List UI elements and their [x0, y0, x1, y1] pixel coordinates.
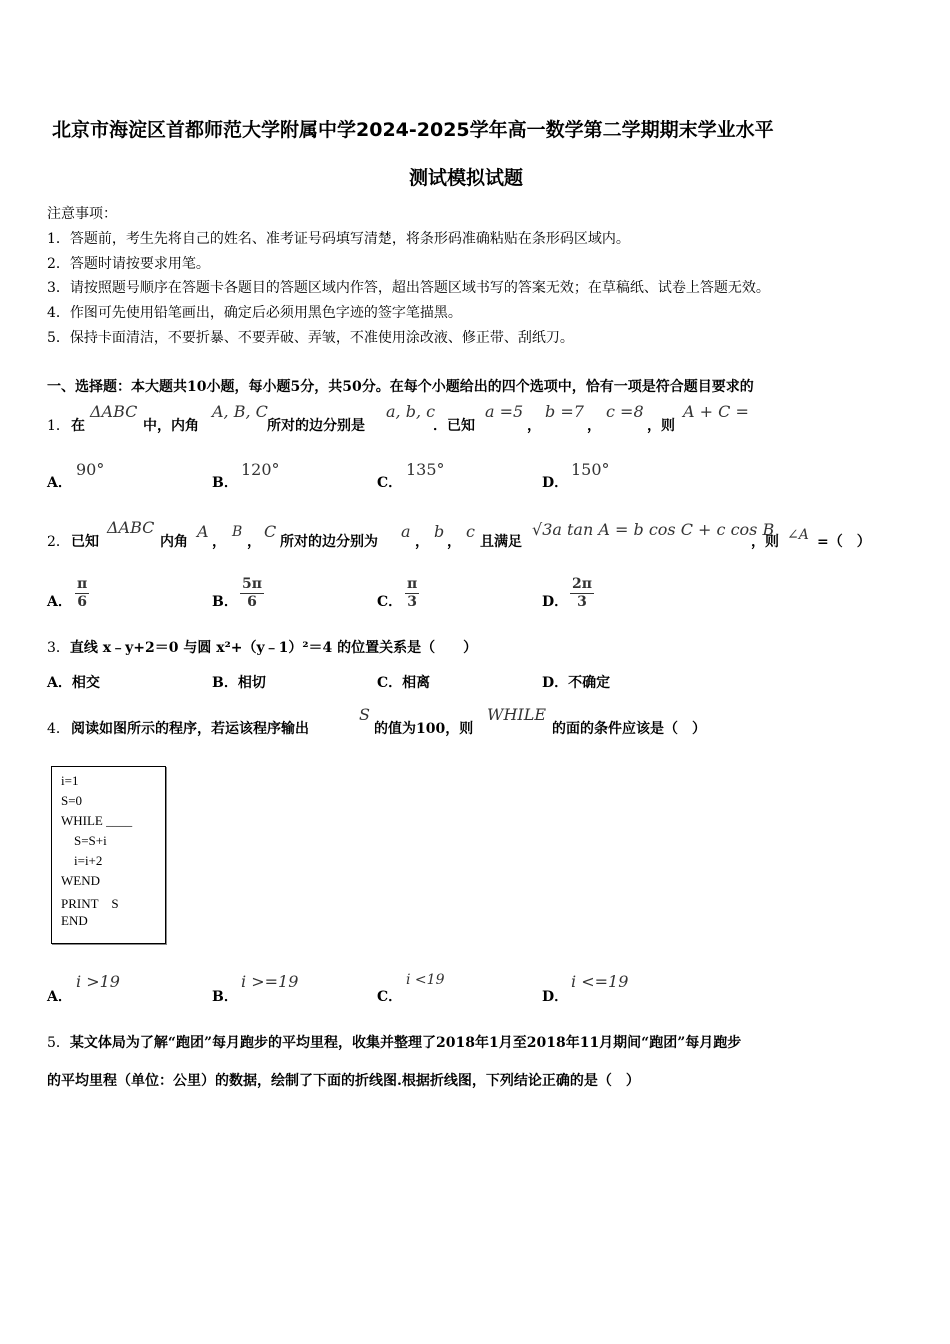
q4-text: 的面的条件应该是（ ）	[552, 721, 706, 737]
q4-number: 4．	[47, 721, 70, 737]
question-3	[47, 637, 477, 657]
option-value: 相离	[402, 675, 431, 691]
q2-math-C: C	[264, 522, 277, 541]
fraction-denominator: 3	[407, 594, 417, 610]
notice-item-3: 3．请按照题号顺序在答题卡各题目的答题区域内作答，超出答题区域书写的答案无效；在草稿纸、试卷上答题无效。	[47, 280, 770, 296]
q1-math-a: a =5	[485, 402, 524, 421]
q2-text: =（ ）	[817, 534, 871, 550]
q2-text: ，则	[751, 534, 779, 550]
q2-sep: ，	[212, 534, 226, 550]
option-label: C．	[377, 594, 403, 610]
option-label: D．	[542, 475, 569, 491]
fraction-denominator: 3	[577, 594, 587, 610]
q2-math-a: a	[401, 522, 411, 541]
fraction-numerator: π	[407, 576, 418, 592]
q4-math-while: WHILE	[487, 705, 547, 724]
option-label: B．	[212, 475, 238, 491]
option-label: C．	[377, 675, 403, 691]
q2-sep: ，	[247, 534, 261, 550]
q1-text: 在	[71, 418, 85, 434]
option-label: D．	[542, 989, 569, 1005]
q2-text: 且满足	[480, 534, 522, 550]
option-value: 不确定	[568, 675, 611, 691]
q5-text: 某文体局为了解“跑团”每月跑步的平均里程，收集并整理了2018年1月至2018年11月期间“跑团”每月跑步	[69, 1035, 742, 1051]
q2-number: 2．	[47, 534, 70, 550]
option-value: i <=19	[571, 972, 629, 991]
q1-sep: ，	[587, 418, 601, 434]
q4-math-S: S	[359, 705, 370, 724]
question-5-line1	[47, 1032, 741, 1052]
q1-math-sum: A + C =	[683, 402, 749, 421]
q1-sep: ，	[527, 418, 541, 434]
q2-text: 已知	[71, 534, 99, 550]
q2-math-B: B	[232, 524, 243, 540]
option-value: 135°	[406, 460, 445, 479]
section-heading: 一、选择题：本大题共10小题，每小题5分，共50分。在每个小题给出的四个选项中，恰有一项是符合题目要求的	[47, 379, 754, 395]
option-label: A．	[47, 989, 72, 1005]
option-value: i >=19	[241, 972, 299, 991]
option-value: i >19	[76, 972, 120, 991]
fraction-numerator: 2π	[572, 576, 592, 592]
q3-option-a[interactable]	[47, 672, 100, 692]
fraction-numerator: 5π	[242, 576, 262, 592]
q2-sep: ，	[447, 534, 461, 550]
q4-text: 阅读如图所示的程序，若运该程序输出	[71, 721, 309, 737]
q2-math-c: c	[466, 522, 475, 541]
q3-option-c[interactable]	[377, 672, 430, 692]
q1-text: ，则	[647, 418, 675, 434]
q1-math-triangle: ΔABC	[90, 402, 138, 421]
q2-text: 内角	[160, 534, 188, 550]
fraction-denominator: 6	[247, 594, 257, 610]
q4-text: 的值为100，则	[374, 721, 474, 737]
option-fraction	[405, 576, 419, 611]
option-label: C．	[377, 475, 403, 491]
option-label: B．	[212, 989, 238, 1005]
option-fraction	[75, 576, 89, 611]
program-line: S=S+i	[74, 833, 107, 848]
page-title-line1: 北京市海淀区首都师范大学附属中学2024-2025学年高一数学第二学期期末学业水平	[52, 119, 774, 141]
option-value: 相交	[71, 675, 100, 691]
q1-math-c: c =8	[606, 402, 644, 421]
q2-text: 所对的边分别为	[280, 534, 378, 550]
q3-option-b[interactable]	[212, 672, 266, 692]
q2-math-b: b	[434, 522, 445, 541]
option-label: A．	[47, 594, 72, 610]
option-value: 120°	[241, 460, 280, 479]
program-box	[51, 766, 166, 944]
option-fraction	[240, 576, 264, 611]
q3-text: 直线 x﹣y+2＝0 与圆 x²+（y﹣1）²＝4 的位置关系是（ ）	[69, 640, 478, 656]
page-title-line2: 测试模拟试题	[409, 167, 524, 189]
program-line: WHILE ____	[61, 813, 133, 828]
option-label: B．	[212, 675, 238, 691]
option-value: 150°	[571, 460, 610, 479]
option-label: A．	[47, 675, 72, 691]
q2-sep: ，	[415, 534, 429, 550]
option-label: A．	[47, 475, 72, 491]
q2-math-angle: ∠A	[787, 527, 809, 543]
notice-item-2: 2．答题时请按要求用笔。	[47, 256, 210, 272]
notice-item-4: 4．作图可先使用铅笔画出，确定后必须用黑色字迹的签字笔描黑。	[47, 305, 462, 321]
q3-option-d[interactable]	[542, 672, 610, 692]
q2-math-triangle: ΔABC	[107, 518, 155, 537]
notice-heading: 注意事项：	[47, 206, 117, 222]
option-label: C．	[377, 989, 403, 1005]
q1-text: 所对的边分别是	[267, 418, 365, 434]
option-label: D．	[542, 675, 569, 691]
q3-number: 3．	[47, 640, 70, 656]
program-line: WEND	[61, 873, 100, 888]
option-value: i <19	[406, 972, 445, 988]
option-fraction	[570, 576, 594, 611]
q1-math-angles: A, B, C	[212, 402, 268, 421]
option-label: B．	[212, 594, 238, 610]
option-value: 相切	[237, 675, 266, 691]
fraction-numerator: π	[77, 576, 88, 592]
q1-math-b: b =7	[545, 402, 584, 421]
q2-math-equation: √3a tan A = b cos C + c cos B	[532, 520, 775, 539]
program-line: i=i+2	[74, 853, 103, 868]
notice-item-1: 1．答题前，考生先将自己的姓名、准考证号码填写清楚，将条形码准确粘贴在条形码区域内。	[47, 231, 630, 247]
q5-number: 5．	[47, 1035, 70, 1051]
program-line: i=1	[61, 773, 79, 788]
option-value: 90°	[76, 460, 105, 479]
program-line: END	[61, 913, 88, 928]
q2-math-A: A	[197, 522, 209, 541]
program-line: S=0	[61, 793, 83, 808]
q1-number: 1．	[47, 418, 70, 434]
fraction-denominator: 6	[77, 594, 87, 610]
q1-math-sides: a, b, c	[386, 402, 436, 421]
option-label: D．	[542, 594, 569, 610]
notice-item-5: 5．保持卡面清洁，不要折暴、不要弄破、弄皱，不准使用涂改液、修正带、刮纸刀。	[47, 330, 574, 346]
q1-text: 中，内角	[143, 418, 199, 434]
q1-text: ．已知	[433, 418, 475, 434]
question-5-line2: 的平均里程（单位：公里）的数据，绘制了下面的折线图.根据折线图，下列结论正确的是（ ）	[47, 1073, 640, 1089]
program-line: PRINT S	[61, 896, 119, 911]
